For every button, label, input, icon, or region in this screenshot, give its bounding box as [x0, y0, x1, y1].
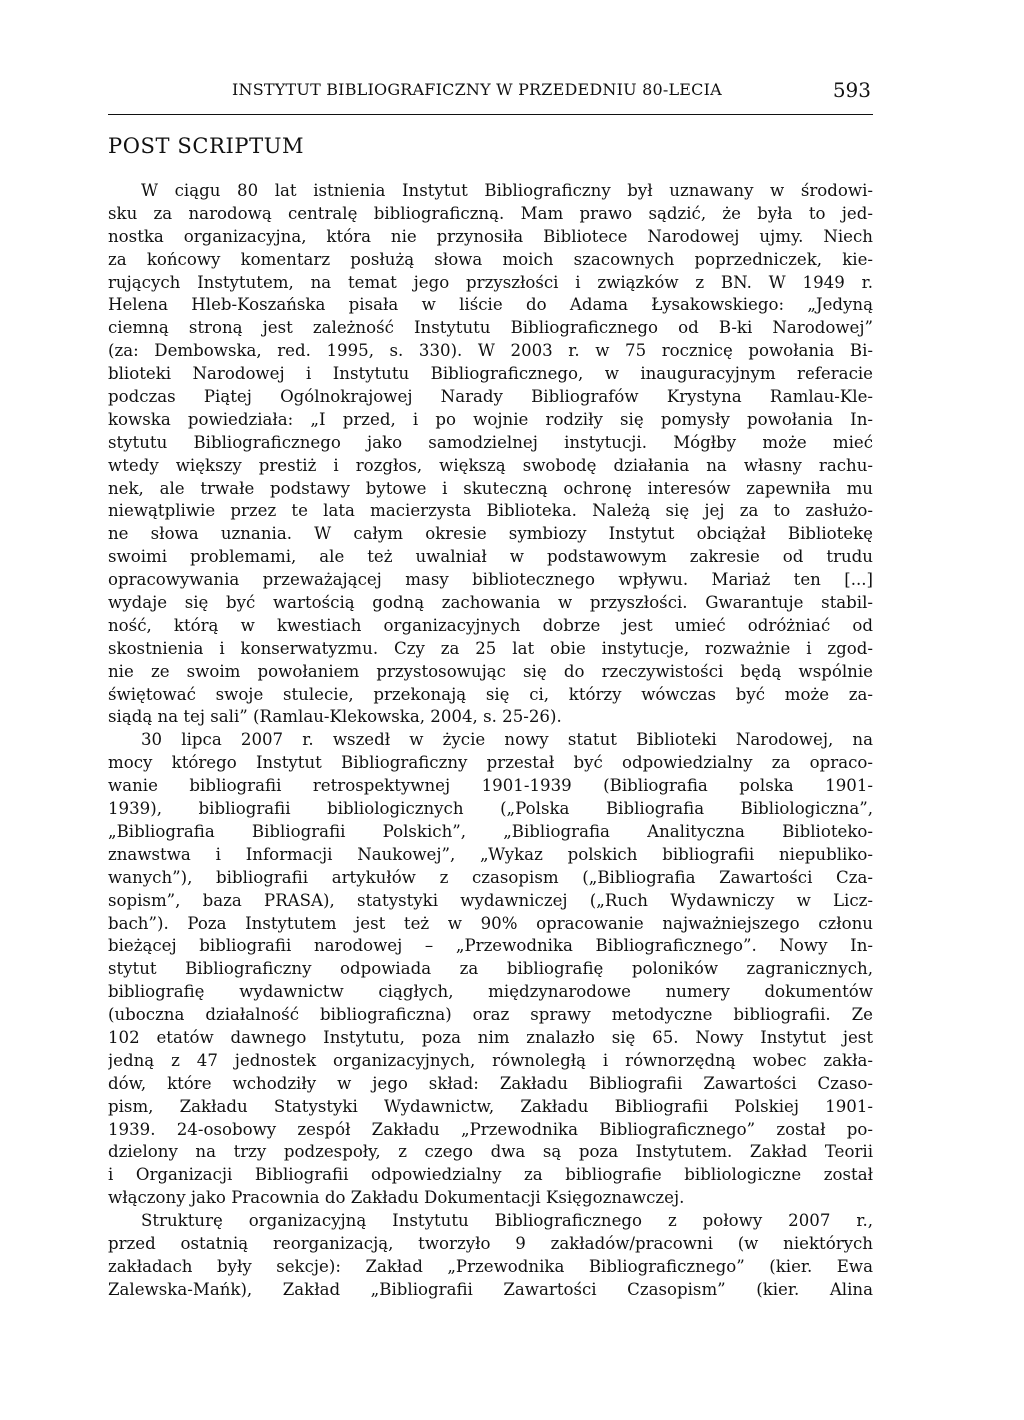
- text-line: ność, którą w kwestiach organizacyjnych dobrze jest umieć odróżniać od: [108, 615, 873, 635]
- text-line: wanych”), bibliografii artykułów z czasopism („Bibliografia Zawartości Cza-: [108, 867, 873, 887]
- running-title: INSTYTUT BIBLIOGRAFICZNY W PRZEDEDNIU 80-LECIA: [232, 80, 722, 99]
- text-line: za końcowy komentarz posłużą słowa moich szacownych poprzedniczek, kie-: [108, 249, 873, 269]
- text-line: ne słowa uznania. W całym okresie symbiozy Instytut obciążał Bibliotekę: [108, 524, 873, 544]
- text-line: dzielony na trzy podzespoły, z czego dwa są poza Instytutem. Zakład Teorii: [108, 1142, 873, 1162]
- text-line: Helena Hleb-Koszańska pisała w liście do Adama Łysakowskiego: „Jedyną: [108, 295, 873, 315]
- text-line: W ciągu 80 lat istnienia Instytut Bibliograficzny był uznawany w środowi-: [141, 181, 873, 200]
- page-number: 593: [832, 78, 871, 102]
- text-line: świętować swoje stulecie, przekonają się ci, którzy wówczas być może za-: [108, 684, 873, 704]
- text-line: 1939. 24-osobowy zespół Zakładu „Przewodnika Bibliograficznego” został po-: [108, 1119, 873, 1139]
- text-line: rujących Instytutem, na temat jego przyszłości i związków z BN. W 1949 r.: [108, 272, 873, 292]
- text-line: stytut Bibliograficzny odpowiada za bibliografię poloników zagranicznych,: [108, 959, 873, 979]
- text-line: bibliografię wydawnictw ciągłych, międzynarodowe numery dokumentów: [108, 982, 873, 1002]
- text-line: sopism”, baza PRASA), statystyki wydawniczej („Ruch Wydawniczy w Licz-: [108, 890, 873, 910]
- text-line: (za: Dembowska, red. 1995, s. 330). W 2003 r. w 75 rocznicę powołania Bi-: [108, 341, 873, 361]
- text-line: nek, ale trwałe podstawy bytowe i skuteczną ochronę interesów zapewniła mu: [108, 478, 873, 498]
- text-line: bieżącej bibliografii narodowej – „Przewodnika Bibliograficznego”. Nowy In-: [108, 936, 873, 956]
- text-line: sku za narodową centralę bibliograficzną. Mam prawo sądzić, że była to jed-: [108, 203, 873, 223]
- text-line: wtedy większy prestiż i rozgłos, większą swobodę działania na własny rachu-: [108, 455, 873, 475]
- text-line: 30 lipca 2007 r. wszedł w życie nowy statut Biblioteki Narodowej, na: [141, 730, 873, 750]
- text-line: swoimi problemami, ale też uwalniał w podstawowym zakresie od trudu: [108, 547, 873, 567]
- text-line: siądą na tej sali” (Ramlau-Klekowska, 2004, s. 25-26).: [108, 707, 562, 727]
- text-line: kowska powiedziała: „I przed, i po wojnie rodziły się pomysły powołania In-: [108, 409, 873, 429]
- text-line: blioteki Narodowej i Instytutu Bibliograficznego, w inauguracyjnym referacie: [108, 364, 873, 384]
- text-line: stytutu Bibliograficznego jako samodzielnej instytucji. Mógłby może mieć: [108, 432, 873, 452]
- text-line: Strukturę organizacyjną Instytutu Bibliograficznego z połowy 2007 r.,: [141, 1211, 873, 1231]
- text-line: przed ostatnią reorganizacją, tworzyło 9 zakładów/pracowni (w niektórych: [108, 1233, 873, 1253]
- text-line: mocy którego Instytut Bibliograficzny przestał być odpowiedzialny za opraco-: [108, 753, 873, 773]
- text-line: nostka organizacyjna, która nie przynosiła Bibliotece Narodowej ujmy. Niech: [108, 226, 873, 246]
- text-line: skostnienia i konserwatyzmu. Czy za 25 lat obie instytucje, rozważnie i zgod-: [108, 638, 873, 658]
- text-line: włączony jako Pracownia do Zakładu Dokumentacji Księgoznawczej.: [108, 1188, 685, 1208]
- text-line: wanie bibliografii retrospektywnej 1901-1939 (Bibliografia polska 1901-: [108, 776, 873, 796]
- text-line: niewątpliwie przez te lata macierzysta Biblioteka. Należą się jej za to zasłużo-: [108, 501, 873, 521]
- text-line: jedną z 47 jednostek organizacyjnych, równoległą i równorzędną wobec zakła-: [108, 1050, 873, 1070]
- text-line: 102 etatów dawnego Instytutu, poza nim znalazło się 65. Nowy Instytut jest: [108, 1027, 873, 1047]
- text-line: Zalewska-Mańk), Zakład „Bibliografii Zawartości Czasopism” (kier. Alina: [108, 1279, 873, 1299]
- text-line: i Organizacji Bibliografii odpowiedzialny za bibliografie bibliologiczne został: [108, 1165, 873, 1185]
- text-line: opracowywania przeważającej masy bibliotecznego wpływu. Mariaż ten [...]: [108, 570, 873, 590]
- text-line: bach”). Poza Instytutem jest też w 90% opracowanie najważniejszego członu: [108, 913, 873, 933]
- section-heading: POST SCRIPTUM: [108, 134, 305, 158]
- text-line: (uboczna działalność bibliograficzna) oraz sprawy metodyczne bibliografii. Ze: [108, 1005, 873, 1025]
- text-line: pism, Zakładu Statystyki Wydawnictw, Zakładu Bibliografii Polskiej 1901-: [108, 1096, 873, 1116]
- text-line: 1939), bibliografii bibliologicznych („Polska Bibliografia Bibliologiczna”,: [108, 799, 873, 819]
- running-header: [108, 78, 873, 115]
- text-line: „Bibliografia Bibliografii Polskich”, „Bibliografia Analityczna Biblioteko-: [108, 821, 873, 841]
- text-line: podczas Piątej Ogólnokrajowej Narady Bibliografów Krystyna Ramlau-Kle-: [108, 387, 873, 407]
- text-line: zakładach były sekcje): Zakład „Przewodnika Bibliograficznego” (kier. Ewa: [108, 1256, 873, 1276]
- text-line: ciemną stroną jest zależność Instytutu Bibliograficznego od B-ki Narodowej”: [108, 318, 873, 338]
- text-line: dów, które wchodziły w jego skład: Zakładu Bibliografii Zawartości Czaso-: [108, 1073, 873, 1093]
- text-line: nie ze swoim powołaniem przystosowując się do rzeczywistości będą wspólnie: [108, 661, 873, 681]
- text-line: znawstwa i Informacji Naukowej”, „Wykaz polskich bibliografii niepubliko-: [108, 844, 873, 864]
- text-line: wydaje się być wartością godną zachowania w przyszłości. Gwarantuje stabil-: [108, 593, 873, 613]
- body-text: [108, 180, 873, 1302]
